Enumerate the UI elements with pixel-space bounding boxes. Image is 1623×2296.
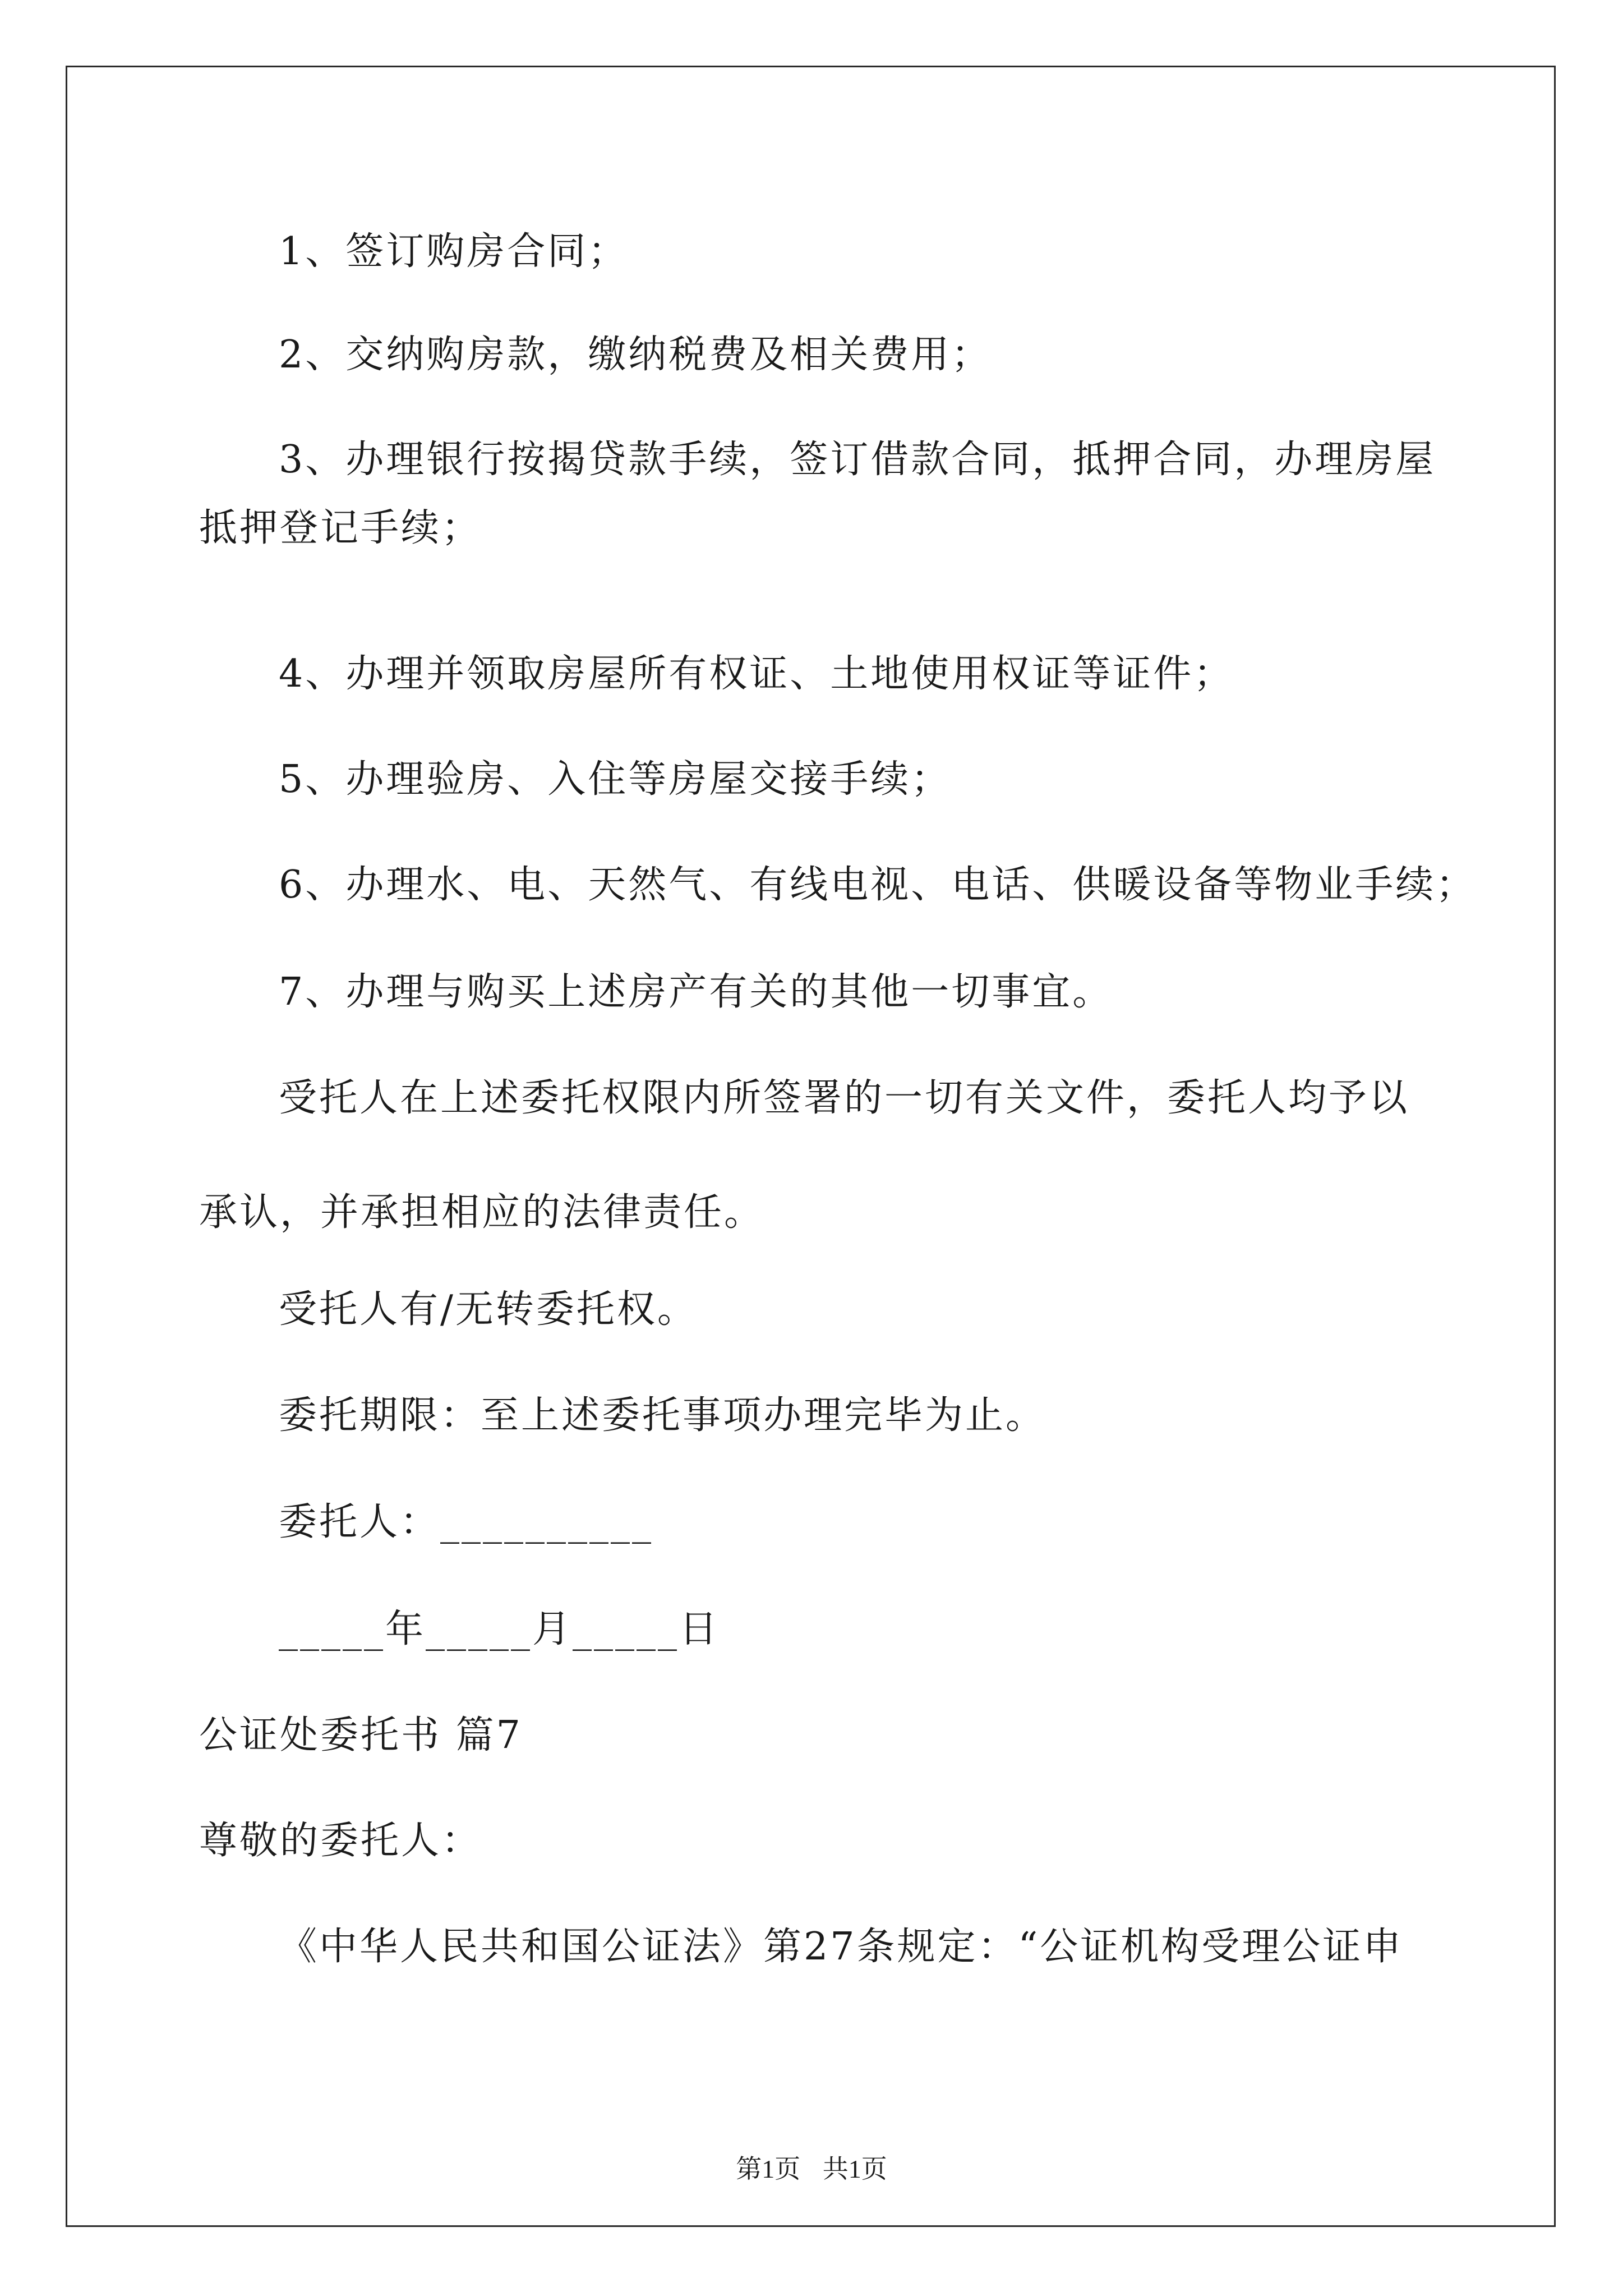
page-footer [0,2152,1623,2186]
page-border [66,66,1556,2227]
item-7: 7、办理与购买上述房产有关的其他一切事宜。 [279,970,1113,1014]
page-number: 第1页 [736,2155,801,2183]
sub-delegation-line: 受托人有/无转委托权。 [279,1287,698,1332]
principal-signature-line: 委托人：__________ [279,1500,654,1544]
item-3: 3、办理银行按揭贷款手续，签订借款合同，抵押合同，办理房屋 [279,438,1436,482]
item-2: 2、交纳购房款，缴纳税费及相关费用； [279,333,992,377]
item-3-continued: 抵押登记手续； [199,506,482,550]
page-total: 共1页 [822,2155,887,2183]
item-1: 1、签订购房合同； [279,229,629,274]
item-5: 5、办理验房、入住等房屋交接手续； [279,757,952,802]
term-line: 委托期限：至上述委托事项办理完毕为止。 [279,1393,1046,1438]
section-heading: 公证处委托书 篇7 [199,1713,523,1757]
salutation: 尊敬的委托人： [199,1819,482,1863]
authorization-paragraph: 受托人在上述委托权限内所签署的一切有关文件，委托人均予以 [279,1076,1410,1120]
item-4: 4、办理并领取房屋所有权证、土地使用权证等证件； [279,652,1234,696]
law-citation: 《中华人民共和国公证法》第27条规定：“公证机构受理公证申 [279,1925,1404,1969]
authorization-paragraph-continued: 承认，并承担相应的法律责任。 [199,1190,765,1235]
date-line: _____年_____月_____日 [279,1607,720,1651]
item-6: 6、办理水、电、天然气、有线电视、电话、供暖设备等物业手续； [279,863,1477,907]
